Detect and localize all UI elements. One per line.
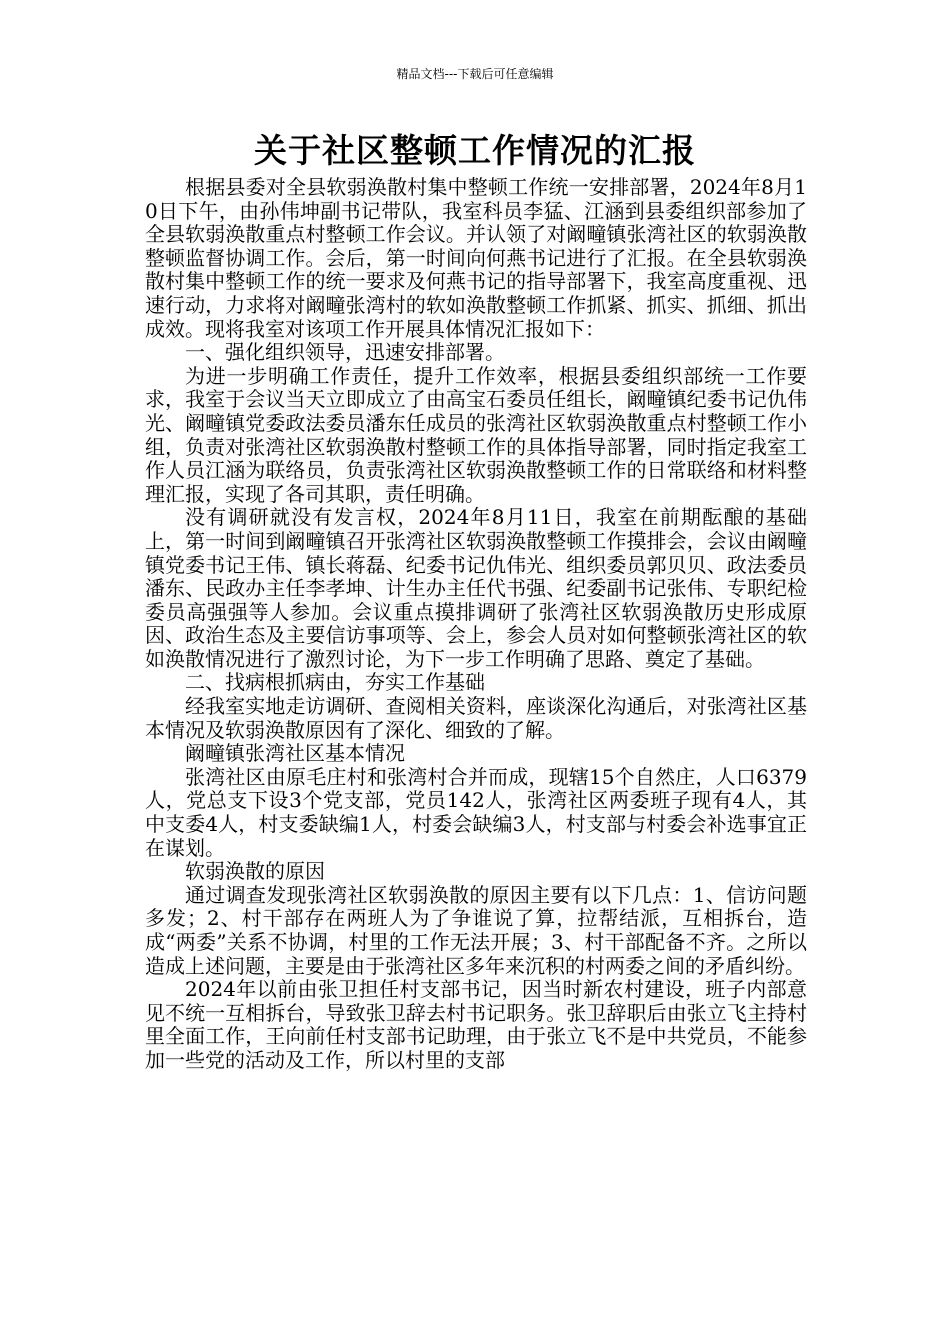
section-heading: 二、找病根抓病由，夯实工作基础	[185, 670, 485, 695]
body-paragraph: 通过调查发现张湾社区软弱涣散的原因主要有以下几点：1、信访问题多发；2、村干部存在两班人为了争谁说了算，拉帮结派，互相拆台，造成“两委”关系不协调，村里的工作无法开展；3、村干部配备不齐。之所以造成上述问题，主要是由于张湾社区多年来沉积的村两委之间的矛盾纠纷。	[145, 882, 807, 978]
body-paragraph: 经我室实地走访调研、查阅相关资料，座谈深化沟通后，对张湾社区基本情况及软弱涣散原因有了深化、细致的了解。	[145, 694, 807, 742]
header-note: 精品文档---下载后可任意编辑	[396, 67, 554, 81]
section-heading: 软弱涣散的原因	[185, 859, 325, 884]
body-paragraph: 2024年以前由张卫担任村支部书记，因当时新农村建设，班子内部意见不统一互相拆台，导致张卫辞去村书记职务。张卫辞职后由张立飞主持村里全面工作，王向前任村支部书记助理，由于张立飞不是中共党员，不能参加一些党的活动及工作，所以村里的支部	[145, 977, 807, 1072]
section-heading: 一、强化组织领导，迅速安排部署。	[185, 340, 505, 365]
body-paragraph: 没有调研就没有发言权，2024年8月11日，我室在前期酝酿的基础上，第一时间到阚疃镇召开张湾社区软弱涣散整顿工作摸排会，会议由阚疃镇党委书记王伟、镇长蒋磊、纪委书记仇伟光、组织委员郭贝贝、政法委员潘东、民政办主任李孝坤、计生办主任代书强、纪委副书记张伟、专职纪检委员高强强等人参加。会议重点摸排调研了张湾社区软弱涣散历史形成原因、政治生态及主要信访事项等、会上，参会人员对如何整顿张湾社区的软如涣散情况进行了激烈讨论，为下一步工作明确了思路、奠定了基础。	[145, 505, 807, 671]
body-paragraph: 张湾社区由原毛庄村和张湾村合并而成，现辖15个自然庄，人口6379人，党总支下设3个党支部，党员142人，张湾社区两委班子现有4人，其中支委4人，村支委缺编1人，村委会缺编3人，村支部与村委会补选事宜正在谋划。	[145, 764, 807, 860]
body-paragraph: 为进一步明确工作责任，提升工作效率，根据县委组织部统一工作要求，我室于会议当天立即成立了由高宝石委员任组长，阚疃镇纪委书记仇伟光、阚疃镇党委政法委员潘东任成员的张湾社区软弱涣散重点村整顿工作小组，负责对张湾社区软弱涣散村整顿工作的具体指导部署，同时指定我室工作人员江涵为联络员，负责张湾社区软弱涣散整顿工作的日常联络和材料整理汇报，实现了各司其职，责任明确。	[145, 363, 807, 506]
body-paragraph: 根据县委对全县软弱涣散村集中整顿工作统一安排部署，2024年8月10日下午，由孙伟坤副书记带队，我室科员李猛、江涵到县委组织部参加了全县软弱涣散重点村整顿工作会议。并认领了对阚疃镇张湾社区的软弱涣散整顿监督协调工作。会后，第一时间向何燕书记进行了汇报。在全县软弱涣散村集中整顿工作的统一要求及何燕书记的指导部署下，我室高度重视、迅速行动，力求将对阚疃张湾村的软如涣散整顿工作抓紧、抓实、抓细、抓出成效。现将我室对该项工作开展具体情况汇报如下：	[145, 175, 807, 341]
document-body	[145, 176, 807, 1073]
document-title: 关于社区整顿工作情况的汇报	[254, 131, 696, 170]
section-heading: 阚疃镇张湾社区基本情况	[185, 741, 405, 766]
